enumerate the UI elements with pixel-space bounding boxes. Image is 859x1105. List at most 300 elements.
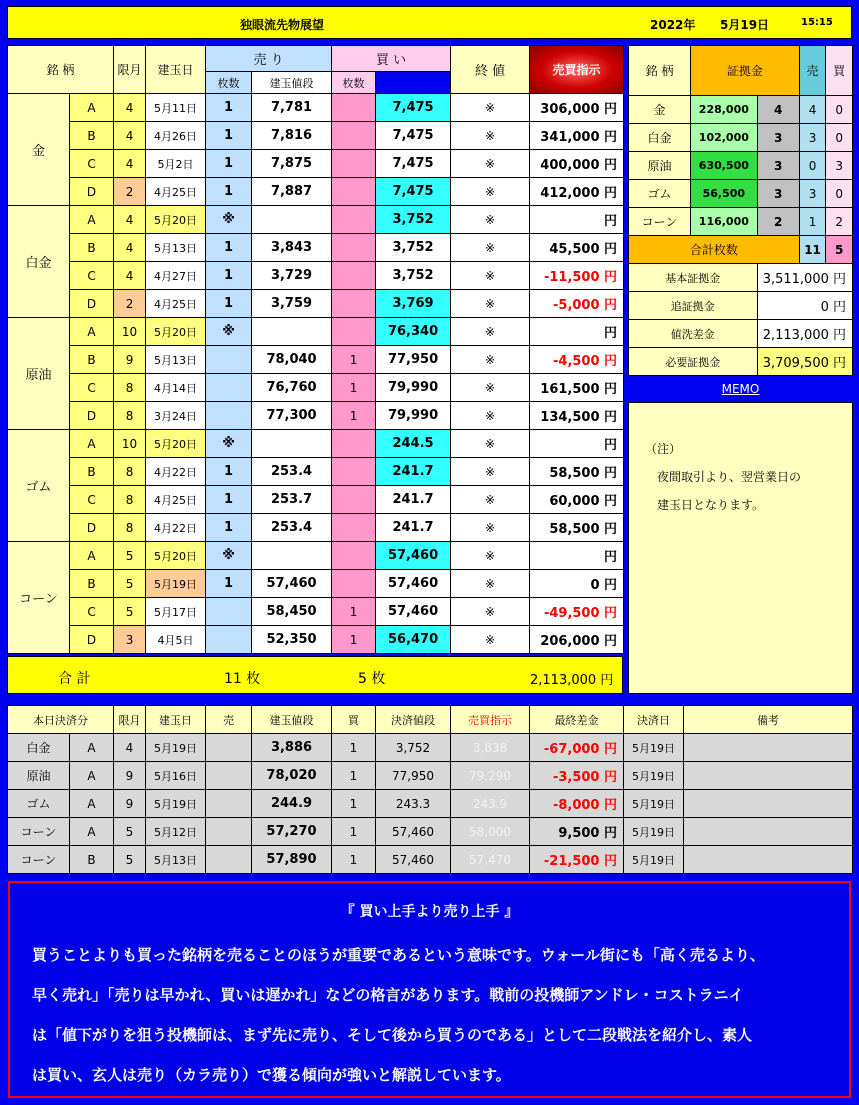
close-price: 3,769 <box>376 290 451 318</box>
settle-price: 3,886 <box>252 734 332 762</box>
settle-col-header: 備考 <box>684 706 853 734</box>
trade-signal: ※ <box>451 570 530 598</box>
settle-signal: 58,000 <box>451 818 530 846</box>
settle-name: コーン <box>8 846 70 874</box>
contract-month: 5 <box>114 598 146 626</box>
position-price: 78,040 <box>252 346 332 374</box>
sell-qty <box>206 626 252 654</box>
settle-signal: 79,290 <box>451 762 530 790</box>
header-date: 5月19日 <box>720 18 770 32</box>
settle-month: 9 <box>114 762 146 790</box>
settle-id: A <box>70 818 114 846</box>
settle-buy: 1 <box>332 790 376 818</box>
contract-id: B <box>70 346 114 374</box>
settle-close: 243.3 <box>376 790 451 818</box>
col-close: 終 値 <box>451 46 530 94</box>
position-price: 7,816 <box>252 122 332 150</box>
margin-name: 白金 <box>629 124 691 152</box>
count-label: 合計枚数 <box>629 236 800 264</box>
settle-signal: 243.9 <box>451 790 530 818</box>
contract-id: C <box>70 262 114 290</box>
memo-box <box>628 402 853 694</box>
position-date: 4月27日 <box>146 262 206 290</box>
settle-diff: 9,500 円 <box>530 818 624 846</box>
trade-signal: ※ <box>451 374 530 402</box>
buy-qty <box>332 514 376 542</box>
contract-month: 4 <box>114 234 146 262</box>
settle-col-header: 本日決済分 <box>8 706 114 734</box>
buy-qty <box>332 206 376 234</box>
settle-note <box>684 846 853 874</box>
position-date: 3月24日 <box>146 402 206 430</box>
settle-month: 9 <box>114 790 146 818</box>
contract-month: 8 <box>114 374 146 402</box>
margin-row <box>629 180 853 208</box>
trade-signal: ※ <box>451 626 530 654</box>
close-price: 79,990 <box>376 374 451 402</box>
contract-id: C <box>70 486 114 514</box>
buy-qty <box>332 94 376 122</box>
close-price: 241.7 <box>376 514 451 542</box>
sell-qty: 1 <box>206 290 252 318</box>
valuation-diff: 58,500 円 <box>530 514 624 542</box>
count-sell: 11 <box>799 236 826 264</box>
settle-sell <box>206 790 252 818</box>
valuation-diff: -4,500 円 <box>530 346 624 374</box>
sell-qty: 1 <box>206 150 252 178</box>
position-row <box>8 346 624 374</box>
summary-value: 2,113,000 円 <box>757 320 852 348</box>
contract-month: 2 <box>114 178 146 206</box>
sell-qty <box>206 598 252 626</box>
position-price <box>252 542 332 570</box>
valuation-diff: 円 <box>530 318 624 346</box>
settle-close: 57,460 <box>376 818 451 846</box>
contract-month: 4 <box>114 94 146 122</box>
close-price: 57,460 <box>376 598 451 626</box>
sell-qty: ※ <box>206 542 252 570</box>
close-price: 77,950 <box>376 346 451 374</box>
contract-id: A <box>70 430 114 458</box>
margin-col-buy: 買 <box>826 46 853 96</box>
commodity-name: 金 <box>8 94 70 206</box>
margin-col-margin: 証拠金 <box>691 46 800 96</box>
settle-month: 4 <box>114 734 146 762</box>
position-price: 3,759 <box>252 290 332 318</box>
contract-month: 4 <box>114 122 146 150</box>
position-row <box>8 262 624 290</box>
contract-id: B <box>70 570 114 598</box>
buy-qty: 1 <box>332 346 376 374</box>
valuation-diff: 45,500 円 <box>530 234 624 262</box>
trade-signal: ※ <box>451 290 530 318</box>
col-buy: 買 い <box>332 46 451 72</box>
valuation-diff: 58,500 円 <box>530 458 624 486</box>
header-bar <box>7 6 852 39</box>
position-date: 5月20日 <box>146 542 206 570</box>
page-title: 独眼流先物展望 <box>240 18 325 32</box>
settle-date: 5月19日 <box>146 734 206 762</box>
margin-qty: 3 <box>757 124 799 152</box>
buy-qty: 1 <box>332 374 376 402</box>
settle-id: A <box>70 762 114 790</box>
settle-diff: -3,500 円 <box>530 762 624 790</box>
quote-body <box>10 935 849 1095</box>
position-row <box>8 374 624 402</box>
settle-day: 5月19日 <box>624 818 684 846</box>
position-row <box>8 486 624 514</box>
margin-row <box>629 152 853 180</box>
position-date: 5月17日 <box>146 598 206 626</box>
contract-month: 4 <box>114 262 146 290</box>
position-row <box>8 402 624 430</box>
col-price: 建玉値段 <box>252 72 332 94</box>
valuation-diff: 306,000 円 <box>530 94 624 122</box>
trade-signal: ※ <box>451 346 530 374</box>
commodity-name: コーン <box>8 542 70 654</box>
total-label: 合 計 <box>58 671 91 687</box>
settle-col-header: 建玉日 <box>146 706 206 734</box>
valuation-diff: -5,000 円 <box>530 290 624 318</box>
contract-month: 3 <box>114 626 146 654</box>
close-price: 3,752 <box>376 262 451 290</box>
quote-title: 『 買い上手より売り上手 』 <box>340 904 519 920</box>
settle-sell <box>206 846 252 874</box>
trade-signal: ※ <box>451 150 530 178</box>
settle-sell <box>206 818 252 846</box>
trade-signal: ※ <box>451 402 530 430</box>
col-date: 建玉日 <box>146 46 206 94</box>
valuation-diff: -11,500 円 <box>530 262 624 290</box>
settle-buy: 1 <box>332 762 376 790</box>
col-sell-qty: 枚数 <box>206 72 252 94</box>
position-price: 76,760 <box>252 374 332 402</box>
trade-signal: ※ <box>451 486 530 514</box>
position-price <box>252 318 332 346</box>
valuation-diff: 円 <box>530 542 624 570</box>
position-row <box>8 542 624 570</box>
count-buy: 5 <box>826 236 853 264</box>
position-row <box>8 514 624 542</box>
settle-diff: -21,500 円 <box>530 846 624 874</box>
settle-col-header: 買 <box>332 706 376 734</box>
settle-day: 5月19日 <box>624 846 684 874</box>
close-price: 7,475 <box>376 94 451 122</box>
position-date: 5月20日 <box>146 206 206 234</box>
col-signal: 売買指示 <box>530 46 624 94</box>
trade-signal: ※ <box>451 598 530 626</box>
contract-id: D <box>70 514 114 542</box>
margin-value: 56,500 <box>691 180 758 208</box>
buy-qty <box>332 458 376 486</box>
settle-name: コーン <box>8 818 70 846</box>
position-date: 4月26日 <box>146 122 206 150</box>
settle-id: B <box>70 846 114 874</box>
contract-month: 10 <box>114 430 146 458</box>
valuation-diff: 400,000 円 <box>530 150 624 178</box>
trade-signal: ※ <box>451 234 530 262</box>
buy-qty <box>332 122 376 150</box>
position-row <box>8 570 624 598</box>
close-price: 79,990 <box>376 402 451 430</box>
settle-buy: 1 <box>332 734 376 762</box>
close-price: 7,475 <box>376 122 451 150</box>
close-price: 244.5 <box>376 430 451 458</box>
position-date: 4月14日 <box>146 374 206 402</box>
settle-price: 244.9 <box>252 790 332 818</box>
trade-signal: ※ <box>451 94 530 122</box>
position-price: 58,450 <box>252 598 332 626</box>
valuation-diff: 円 <box>530 430 624 458</box>
margin-sell: 1 <box>799 208 826 236</box>
contract-month: 8 <box>114 458 146 486</box>
position-date: 5月2日 <box>146 150 206 178</box>
buy-qty <box>332 150 376 178</box>
contract-month: 8 <box>114 486 146 514</box>
position-price: 7,875 <box>252 150 332 178</box>
position-date: 5月20日 <box>146 430 206 458</box>
buy-qty <box>332 570 376 598</box>
position-price: 7,887 <box>252 178 332 206</box>
settle-price: 57,270 <box>252 818 332 846</box>
valuation-diff: 134,500 円 <box>530 402 624 430</box>
buy-qty <box>332 486 376 514</box>
position-row <box>8 318 624 346</box>
sell-qty: 1 <box>206 514 252 542</box>
buy-qty <box>332 178 376 206</box>
trade-signal: ※ <box>451 122 530 150</box>
contract-id: C <box>70 150 114 178</box>
contract-month: 5 <box>114 542 146 570</box>
sell-qty: 1 <box>206 234 252 262</box>
buy-qty: 1 <box>332 598 376 626</box>
settle-name: ゴム <box>8 790 70 818</box>
position-price: 7,781 <box>252 94 332 122</box>
buy-qty <box>332 262 376 290</box>
margin-name: 原油 <box>629 152 691 180</box>
col-sell: 売 り <box>206 46 332 72</box>
close-price: 57,460 <box>376 570 451 598</box>
margin-row <box>629 124 853 152</box>
margin-sell: 0 <box>799 152 826 180</box>
close-price: 3,752 <box>376 206 451 234</box>
position-row <box>8 206 624 234</box>
contract-id: C <box>70 374 114 402</box>
sell-qty: ※ <box>206 430 252 458</box>
buy-qty <box>332 234 376 262</box>
memo-line: 建玉日となります。 <box>645 498 765 512</box>
position-date: 5月13日 <box>146 234 206 262</box>
contract-id: D <box>70 290 114 318</box>
sell-qty <box>206 402 252 430</box>
close-price: 76,340 <box>376 318 451 346</box>
settle-note <box>684 790 853 818</box>
settle-month: 5 <box>114 818 146 846</box>
margin-buy: 3 <box>826 152 853 180</box>
contract-month: 5 <box>114 570 146 598</box>
trade-signal: ※ <box>451 542 530 570</box>
position-price: 253.4 <box>252 514 332 542</box>
header-year: 2022年 <box>650 18 696 32</box>
trade-signal: ※ <box>451 430 530 458</box>
settle-col-header: 限月 <box>114 706 146 734</box>
trade-signal: ※ <box>451 318 530 346</box>
contract-id: D <box>70 178 114 206</box>
summary-label: 必要証拠金 <box>629 348 758 376</box>
summary-row <box>629 264 853 292</box>
memo-title[interactable]: MEMO <box>721 382 760 396</box>
settle-id: A <box>70 790 114 818</box>
contract-month: 4 <box>114 150 146 178</box>
close-price: 241.7 <box>376 486 451 514</box>
settle-col-header: 売 <box>206 706 252 734</box>
contract-month: 9 <box>114 346 146 374</box>
summary-value: 0 円 <box>757 292 852 320</box>
buy-qty: 1 <box>332 402 376 430</box>
margin-value: 116,000 <box>691 208 758 236</box>
sell-qty: 1 <box>206 570 252 598</box>
margin-sell: 4 <box>799 96 826 124</box>
valuation-diff: 円 <box>530 206 624 234</box>
total-buy: 5 枚 <box>358 671 386 687</box>
memo-line: （注） <box>645 442 682 456</box>
position-price: 57,460 <box>252 570 332 598</box>
settle-price: 78,020 <box>252 762 332 790</box>
trade-signal: ※ <box>451 514 530 542</box>
trade-signal: ※ <box>451 458 530 486</box>
settle-buy: 1 <box>332 818 376 846</box>
sell-qty <box>206 374 252 402</box>
trade-signal: ※ <box>451 206 530 234</box>
position-row <box>8 94 624 122</box>
valuation-diff: -49,500 円 <box>530 598 624 626</box>
close-price: 57,460 <box>376 542 451 570</box>
settle-note <box>684 734 853 762</box>
settle-col-header: 決済値段 <box>376 706 451 734</box>
quote-box <box>8 881 851 1098</box>
sell-qty: 1 <box>206 458 252 486</box>
summary-label: 追証拠金 <box>629 292 758 320</box>
summary-label: 値洗差金 <box>629 320 758 348</box>
margin-row <box>629 208 853 236</box>
total-bar <box>7 656 623 694</box>
trade-signal: ※ <box>451 262 530 290</box>
buy-qty: 1 <box>332 626 376 654</box>
position-price: 253.4 <box>252 458 332 486</box>
settle-date: 5月16日 <box>146 762 206 790</box>
settle-name: 原油 <box>8 762 70 790</box>
buy-qty <box>332 430 376 458</box>
position-row <box>8 458 624 486</box>
settle-col-header: 決済日 <box>624 706 684 734</box>
settle-day: 5月19日 <box>624 762 684 790</box>
valuation-diff: 60,000 円 <box>530 486 624 514</box>
total-diff: 2,113,000 円 <box>530 673 614 688</box>
settle-close: 57,460 <box>376 846 451 874</box>
header-time: 15:15 <box>801 17 833 28</box>
settle-day: 5月19日 <box>624 734 684 762</box>
margin-buy: 2 <box>826 208 853 236</box>
settle-date: 5月19日 <box>146 790 206 818</box>
sell-qty <box>206 346 252 374</box>
commodity-name: ゴム <box>8 430 70 542</box>
close-price: 241.7 <box>376 458 451 486</box>
settle-note <box>684 818 853 846</box>
valuation-diff: 206,000 円 <box>530 626 624 654</box>
contract-id: D <box>70 402 114 430</box>
commodity-name: 白金 <box>8 206 70 318</box>
contract-id: B <box>70 122 114 150</box>
settle-sell <box>206 734 252 762</box>
margin-table <box>628 45 853 376</box>
sell-qty: ※ <box>206 318 252 346</box>
total-sell: 11 枚 <box>224 671 261 687</box>
position-date: 4月22日 <box>146 514 206 542</box>
margin-row <box>629 96 853 124</box>
settle-row <box>8 734 853 762</box>
settle-row <box>8 846 853 874</box>
margin-value: 102,000 <box>691 124 758 152</box>
margin-name: 金 <box>629 96 691 124</box>
col-buy-qty: 枚数 <box>332 72 376 94</box>
margin-name: ゴム <box>629 180 691 208</box>
settle-row <box>8 790 853 818</box>
contract-month: 8 <box>114 514 146 542</box>
margin-sell: 3 <box>799 124 826 152</box>
position-price: 3,729 <box>252 262 332 290</box>
col-name: 銘 柄 <box>8 46 114 94</box>
settle-signal: 57,470 <box>451 846 530 874</box>
position-date: 5月11日 <box>146 94 206 122</box>
settle-day: 5月19日 <box>624 790 684 818</box>
position-date: 4月22日 <box>146 458 206 486</box>
settle-diff: -8,000 円 <box>530 790 624 818</box>
settle-price: 57,890 <box>252 846 332 874</box>
quote-line: は「値下がりを狙う投機師は、まず先に売り、そして後から買うのである」として二段戦法を紹介し、素人 <box>32 1026 753 1044</box>
close-price: 7,475 <box>376 150 451 178</box>
position-date: 5月19日 <box>146 570 206 598</box>
settle-col-header: 建玉値段 <box>252 706 332 734</box>
settle-row <box>8 818 853 846</box>
settle-note <box>684 762 853 790</box>
valuation-diff: 0 円 <box>530 570 624 598</box>
valuation-diff: 341,000 円 <box>530 122 624 150</box>
margin-col-name: 銘 柄 <box>629 46 691 96</box>
margin-value: 228,000 <box>691 96 758 124</box>
quote-line: 買うことよりも買った銘柄を売ることのほうが重要であるという意味です。ウォール街にも「高く売るより、 <box>32 946 765 964</box>
contract-month: 4 <box>114 206 146 234</box>
quote-line: は買い、玄人は売り（カラ売り）で獲る傾向が強いと解説しています。 <box>32 1066 511 1084</box>
contract-id: C <box>70 598 114 626</box>
summary-row <box>629 292 853 320</box>
settle-id: A <box>70 734 114 762</box>
position-price <box>252 430 332 458</box>
settle-buy: 1 <box>332 846 376 874</box>
sell-qty: 1 <box>206 262 252 290</box>
settle-row <box>8 762 853 790</box>
sell-qty: 1 <box>206 122 252 150</box>
position-row <box>8 430 624 458</box>
sell-qty: ※ <box>206 206 252 234</box>
contract-id: A <box>70 542 114 570</box>
margin-buy: 0 <box>826 124 853 152</box>
position-date: 4月25日 <box>146 486 206 514</box>
contract-month: 2 <box>114 290 146 318</box>
margin-col-sell: 売 <box>799 46 826 96</box>
position-row <box>8 150 624 178</box>
settle-sell <box>206 762 252 790</box>
contract-id: D <box>70 626 114 654</box>
